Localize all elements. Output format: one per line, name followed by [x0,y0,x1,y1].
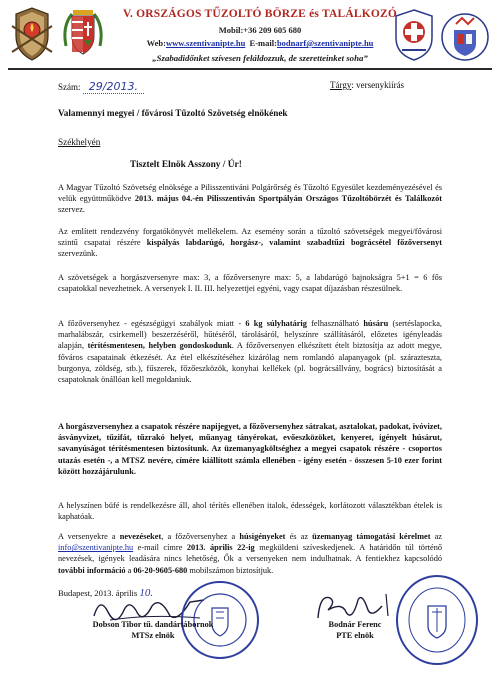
date-text: Budapest, 2013. április [58,588,138,598]
header-divider [8,68,492,70]
email-link[interactable]: bodnarf@szentivanipte.hu [276,38,374,48]
p7-text-3: és az [285,532,313,541]
p2-text: Az említett rendezvény forgatókönyvét mellékelem. Az esemény során a tűzoltó szövetségek megyei/fővárosi szintű csapatai részére [58,227,442,248]
paragraph-5 [58,421,442,477]
left-signatory-title: MTSz elnök [131,631,175,640]
recipient-address: Valamennyi megyei / fővárosi Tűzoltó Szövetség elnökének [58,108,288,118]
letterhead-title: V. ORSZÁGOS TŰZOLTÓ BÖRZE és TALÁLKOZÓ [122,8,398,20]
p4-bold-3: térítésmentesen, helyben gondoskodunk [87,341,232,351]
paragraph-2 [58,226,442,260]
p7-bold-3: üzemanyag támogatási kérelmet [312,532,431,541]
p4-bold-2: húsáru [363,319,389,328]
letterhead-mobile: Mobil:+36 209 605 680 [218,25,302,35]
p7-text-6: megküldeni szíveskedjenek. A határidőn túl történő nevezések, igények leadására nincs lehetőség, Ők a versenyeken nem indulhatnak. A fentiekhez kapcsolódó [58,543,442,564]
right-signatory-title: PTE elnök [336,631,374,640]
salutation: Tisztelt Elnök Asszony / Úr! [130,160,242,170]
handwritten-day: 10. [139,587,154,599]
p1-text: A Magyar Tűzoltó Szövetség elnöksége a Pilisszentiváni Polgárőrség és Tűzoltó Egyesület kezdeményezésével és velük együttműködve [58,183,442,204]
p7-bold-5: további információ [58,565,126,575]
p2-text-end: szervezünk. [58,249,98,259]
subject-line [330,80,404,90]
recipient-place: Székhelyén [58,137,101,147]
pilisszentivan-logo-icon [440,10,490,64]
p7-bold-4: 2013. április 22-ig [186,543,255,553]
p7-text-2: , a főzőversenyhez a [161,532,240,541]
right-signatory-name: Bodnár Ferenc [328,620,382,629]
subject-label: Tárgy [330,80,352,90]
p7-bold-1: nevezéseket [119,532,162,541]
p7-text-7: a [125,565,134,575]
firefighter-emblem-icon [8,6,56,64]
handwritten-number: 29/2013. [83,80,144,94]
p7-bold-6: 06-20-9605-680 [133,565,188,575]
p7-text-5: e-mail címre [133,543,187,553]
p1-text-end: szervez. [58,205,85,215]
p4-text-3: (sertéslapocka, marhalábszár, csirkemell) beszerzéséről, hűtéséről, tárolásáról, helyszínre szállításáról, előzetes igényleadás alapján, [58,319,442,351]
p4-text-2: felhasználható [306,319,364,328]
p4-text-1: A főzőversenyhez - egészségügyi szabályok miatt - [58,319,246,328]
coat-of-arms-icon [58,6,108,66]
web-label: Web: [146,38,166,48]
right-signatory [300,619,410,641]
p4-text-4: . A főzőversenyen elkészített ételt biztosítja az adott megye, főváros csapatainak étkezését. Az étel elkészítéséhez kizárólag nem romlandó alapanyagok (pl. szárazteszta, burgonya, zöldség, stb.), fűszerek, főzőeszközök, konyhai kellékek (pl. bográcsállvány, bogrács) biztosítását a csapatoknak önállóan kell megoldaniuk. [58,341,442,385]
p7-text-8: mobilszámon biztosítjuk. [187,565,274,575]
info-email-link[interactable]: info@szentivanipte.hu [58,543,134,553]
web-link[interactable]: www.szentivanipte.hu [165,38,246,48]
reference-number [58,80,144,93]
paragraph-6 [58,500,442,522]
paragraph-3 [58,272,442,294]
p2-bold: kispályás labdarúgó, horgász-, valamint szabadtűzi bográcsétel főzőversenyt [146,238,442,248]
subject-value: : versenykiírás [351,80,405,90]
left-signatory [78,619,228,641]
p7-text-1: A versenyekre a [58,532,120,541]
letterhead-contact [110,38,410,48]
letterhead-motto: „Szabadidőnket szívesen feláldozzuk, de szeretteinket soha” [152,53,368,63]
p5-bold: A horgászversenyhez a csapatok részére napijegyet, a főzőversenyhez sátrakat, asztalokat, padokat, ivóvizet, ásványvizet, tűzifát, tűzrakó helyet, műanyag tányérokat, evőeszközöket, kenyeret, igényelt húsárut, savanyúságot térítésmentesen biztosítunk. Az üzemanyagköltséghez a megyei csapatok részére - csoportos utazás esetén -, a MTSZ nevére, címére kiállított számla ellenében - igény esetén - összesen 5-10 ezer forint között hozzájárulunk. [58,422,442,476]
p4-bold-1: 6 kg súlyhatárig [245,319,307,328]
p6-text: A helyszínen büfé is rendelkezésre áll, ahol térítés ellenében italok, édességek, korlátozott választékban ételek is kaphatóak. [58,501,442,522]
p1-bold: 2013. május 04.-én Pilisszentiván Sportpályán Országos Tűzoltóbörzét és Találkozót [134,194,443,204]
p3-text: A szövetségek a horgászversenyre max: 3, a főzőversenyre max: 5, a labdarúgó bajnokságra 5+1 = 6 fős csapatokkal nevezhetnek. A versenyek I. II. III. helyezettjei egyéni, vagy csapat díjazásban részesülnek. [58,273,442,294]
paragraph-1 [58,182,442,216]
paragraph-7 [58,531,442,576]
number-label: Szám: [58,82,81,92]
paragraph-4 [58,318,442,385]
left-signatory-name: Dobson Tibor tű. dandártábornok [92,620,214,629]
p7-bold-2: húsigényeket [239,532,286,541]
p7-text-4: az [430,532,442,541]
email-label: E-mail: [249,38,277,48]
